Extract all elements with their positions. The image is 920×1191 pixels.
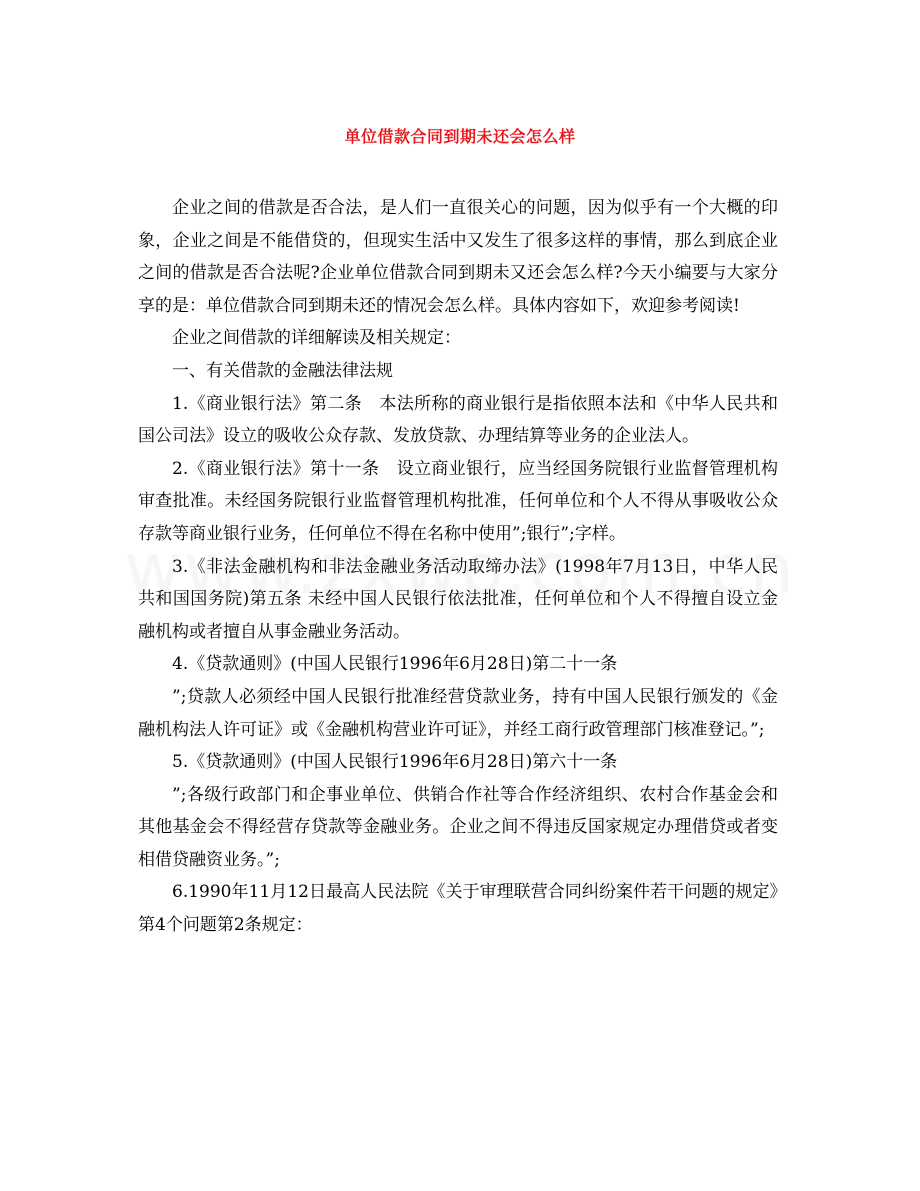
paragraph-item-2: 2.《商业银行法》第十一条 设立商业银行，应当经国务院银行业监督管理机构审查批准。未经国务院银行业监督管理机构批准，任何单位和个人不得从事吸收公众存款等商业银行业务，任何单位不得在名称中使用”;银行”;字样。	[138, 458, 778, 544]
paragraph-intro: 企业之间的借款是否合法，是人们一直很关心的问题，因为似乎有一个大概的印象，企业之间是不能借贷的，但现实生活中又发生了很多这样的事情，那么到底企业之间的借款是否合法呢?企业单位借款合同到期未又还会怎么样?今天小编要与大家分享的是：单位借款合同到期未还的情况会怎么样。具体内容如下，欢迎参考阅读!	[138, 198, 778, 316]
document-body	[138, 192, 778, 942]
section-heading-financial-laws: 一、有关借款的金融法律法规	[172, 360, 393, 381]
paragraph-heading-explanation: 企业之间借款的详细解读及相关规定：	[172, 328, 461, 349]
document-title: 单位借款合同到期未还会怎么样	[344, 127, 576, 146]
paragraph-item-4-quote: ”;贷款人必须经中国人民银行批准经营贷款业务，持有中国人民银行颁发的《金融机构法人许可证》或《金融机构营业许可证》，并经工商行政管理部门核准登记。”;	[138, 686, 778, 740]
paragraph-item-3: 3.《非法金融机构和非法金融业务活动取缔办法》(1998年7月13日，中华人民共和国国务院)第五条 未经中国人民银行依法批准，任何单位和个人不得擅自设立金融机构或者擅自从事金融业务活动。	[138, 556, 778, 642]
paragraph-item-5: 5.《贷款通则》(中国人民银行1996年6月28日)第六十一条	[172, 752, 618, 773]
paragraph-item-1: 1.《商业银行法》第二条 本法所称的商业银行是指依照本法和《中华人民共和国公司法》设立的吸收公众存款、发放贷款、办理结算等业务的企业法人。	[138, 393, 778, 447]
paragraph-item-5-quote: ”;各级行政部门和企事业单位、供销合作社等合作经济组织、农村合作基金会和其他基金会不得经营存贷款等金融业务。企业之间不得违反国家规定办理借贷或者变相借贷融资业务。”;	[138, 784, 778, 870]
paragraph-item-4: 4.《贷款通则》(中国人民银行1996年6月28日)第二十一条	[172, 654, 618, 675]
paragraph-item-6: 6.1990年11月12日最高人民法院《关于审理联营合同纠纷案件若干问题的规定》第4个问题第2条规定：	[138, 882, 778, 936]
